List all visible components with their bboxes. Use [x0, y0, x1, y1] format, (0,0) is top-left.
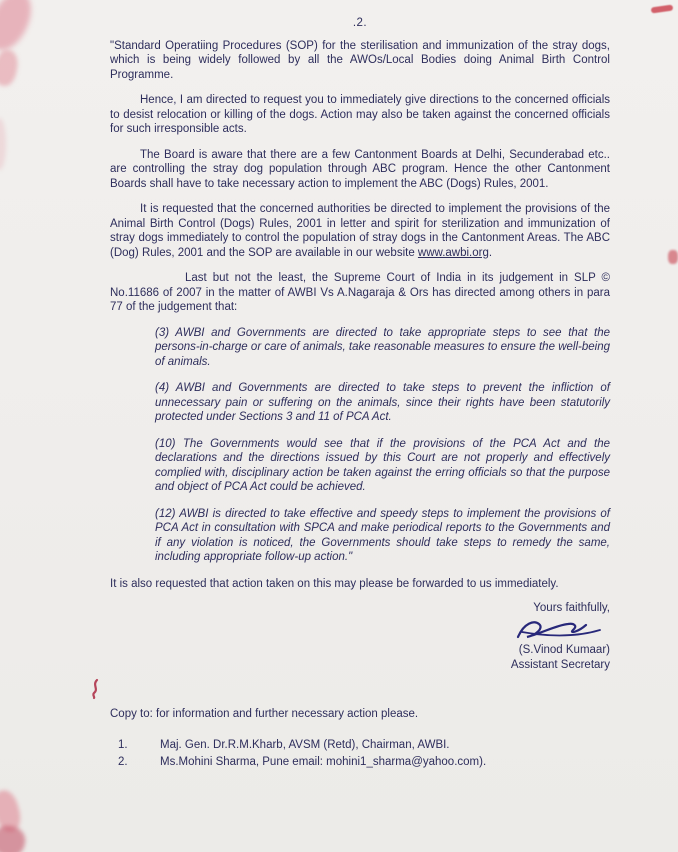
quote-para-3: (3) AWBI and Governments are directed to take appropriate steps to see that the persons-in-charge or care of animals, take reasonable measures to ensure the well-being of animals.: [155, 326, 610, 368]
copy-to-heading: Copy to: for information and further necessary action please.: [110, 708, 419, 720]
paragraph-request-directions: Hence, I am directed to request you to immediately give directions to the concerned officials to desist relocation or killing of the dogs. Action may also be taken against the concerned officials for such irresponsible acts.: [110, 94, 610, 135]
awbi-website-link[interactable]: www.awbi.org: [417, 246, 489, 259]
copy-to-item-text: Ms.Mohini Sharma, Pune email: mohini1_sharma@yahoo.com).: [160, 755, 487, 768]
quote-para-4: (4) AWBI and Governments are directed to take steps to prevent the infliction of unnecessary pain or suffering on the animals, since their rights have been statutorily protected under Sections 3 and 11 of PCA Act.: [155, 382, 610, 423]
closing-block: [110, 601, 610, 673]
paragraph-cantonment-boards: The Board is aware that there are a few Cantonment Boards at Delhi, Secunderabad etc.. are controlling the stray dog population through ABC program. Hence the other Cantonment Boards shall have to take necessary action to implement the ABC (Dogs) Rules, 2001.: [110, 148, 610, 190]
signatory-name: (S.Vinod Kumaar): [518, 644, 610, 656]
copy-to-item-number: 2.: [118, 755, 128, 768]
paragraph-abc-rules-period: .: [488, 246, 493, 259]
valediction: Yours faithfully,: [533, 602, 610, 614]
scan-mark-right-edge: [668, 250, 678, 264]
scan-smudge-bottom-left: [0, 788, 24, 835]
copy-to-item-text: Maj. Gen. Dr.R.M.Kharb, AVSM (Retd), Chairman, AWBI.: [160, 738, 450, 751]
scan-smudge-left-upper: [0, 48, 20, 87]
red-pen-mark: [88, 678, 104, 700]
scan-smudge-top-left: [0, 0, 39, 57]
paragraph-forward-request: It is also requested that action taken on this may please be forwarded to us immediately.: [110, 577, 559, 590]
scan-mark-top-right: [651, 4, 674, 13]
signatory-title: Assistant Secretary: [510, 659, 610, 671]
page-number: .2.: [352, 17, 368, 29]
signature: [512, 617, 604, 643]
paragraph-supreme-court: Last but not the least, the Supreme Court of India in its judgement in SLP © No.11686 of 2007 in the matter of AWBI Vs A.Nagaraja & Ors has directed among others in para 77 of the judgement that:: [110, 272, 610, 313]
paragraph-abc-rules: [110, 202, 610, 260]
letter-body: [110, 16, 610, 770]
copy-to-item-number: 1.: [118, 738, 128, 751]
paragraph-abc-rules-text: It is requested that the concerned authorities be directed to implement the provisions of the Animal Birth Control (Dogs) Rules, 2001 in letter and spirit for sterilization and immunization of stray dogs immediately to control the population of stray dogs in the Cantonment Areas. The ABC (Dog) Rules, 2001 and the SOP are available in our website: [110, 203, 610, 259]
scan-smudge-left-mid: [0, 118, 6, 170]
quote-para-12: (12) AWBI is directed to take effective and speedy steps to implement the provisions of PCA Act in consultation with SPCA and make periodical reports to the Governments and if any violation is noticed, the Governments should take steps to remedy the same, including appropriate follow-up action.": [155, 507, 610, 563]
copy-to-item: [110, 738, 610, 753]
scan-smudge-bottom-corner: [0, 823, 28, 852]
quote-para-10: (10) The Governments would see that if the provisions of the PCA Act and the declarations and the directions issued by this Court are not properly and effectively complied with, disciplinary action be taken against the erring officials so that the purpose and object of PCA Act could be achieved.: [155, 437, 610, 493]
paragraph-sop: "Standard Operatiing Procedures (SOP) for the sterilisation and immunization of the stray dogs, which is being widely followed by all the AWOs/Local Bodies doing Animal Birth Control Programme.: [110, 39, 610, 81]
copy-to-item: [110, 755, 610, 770]
